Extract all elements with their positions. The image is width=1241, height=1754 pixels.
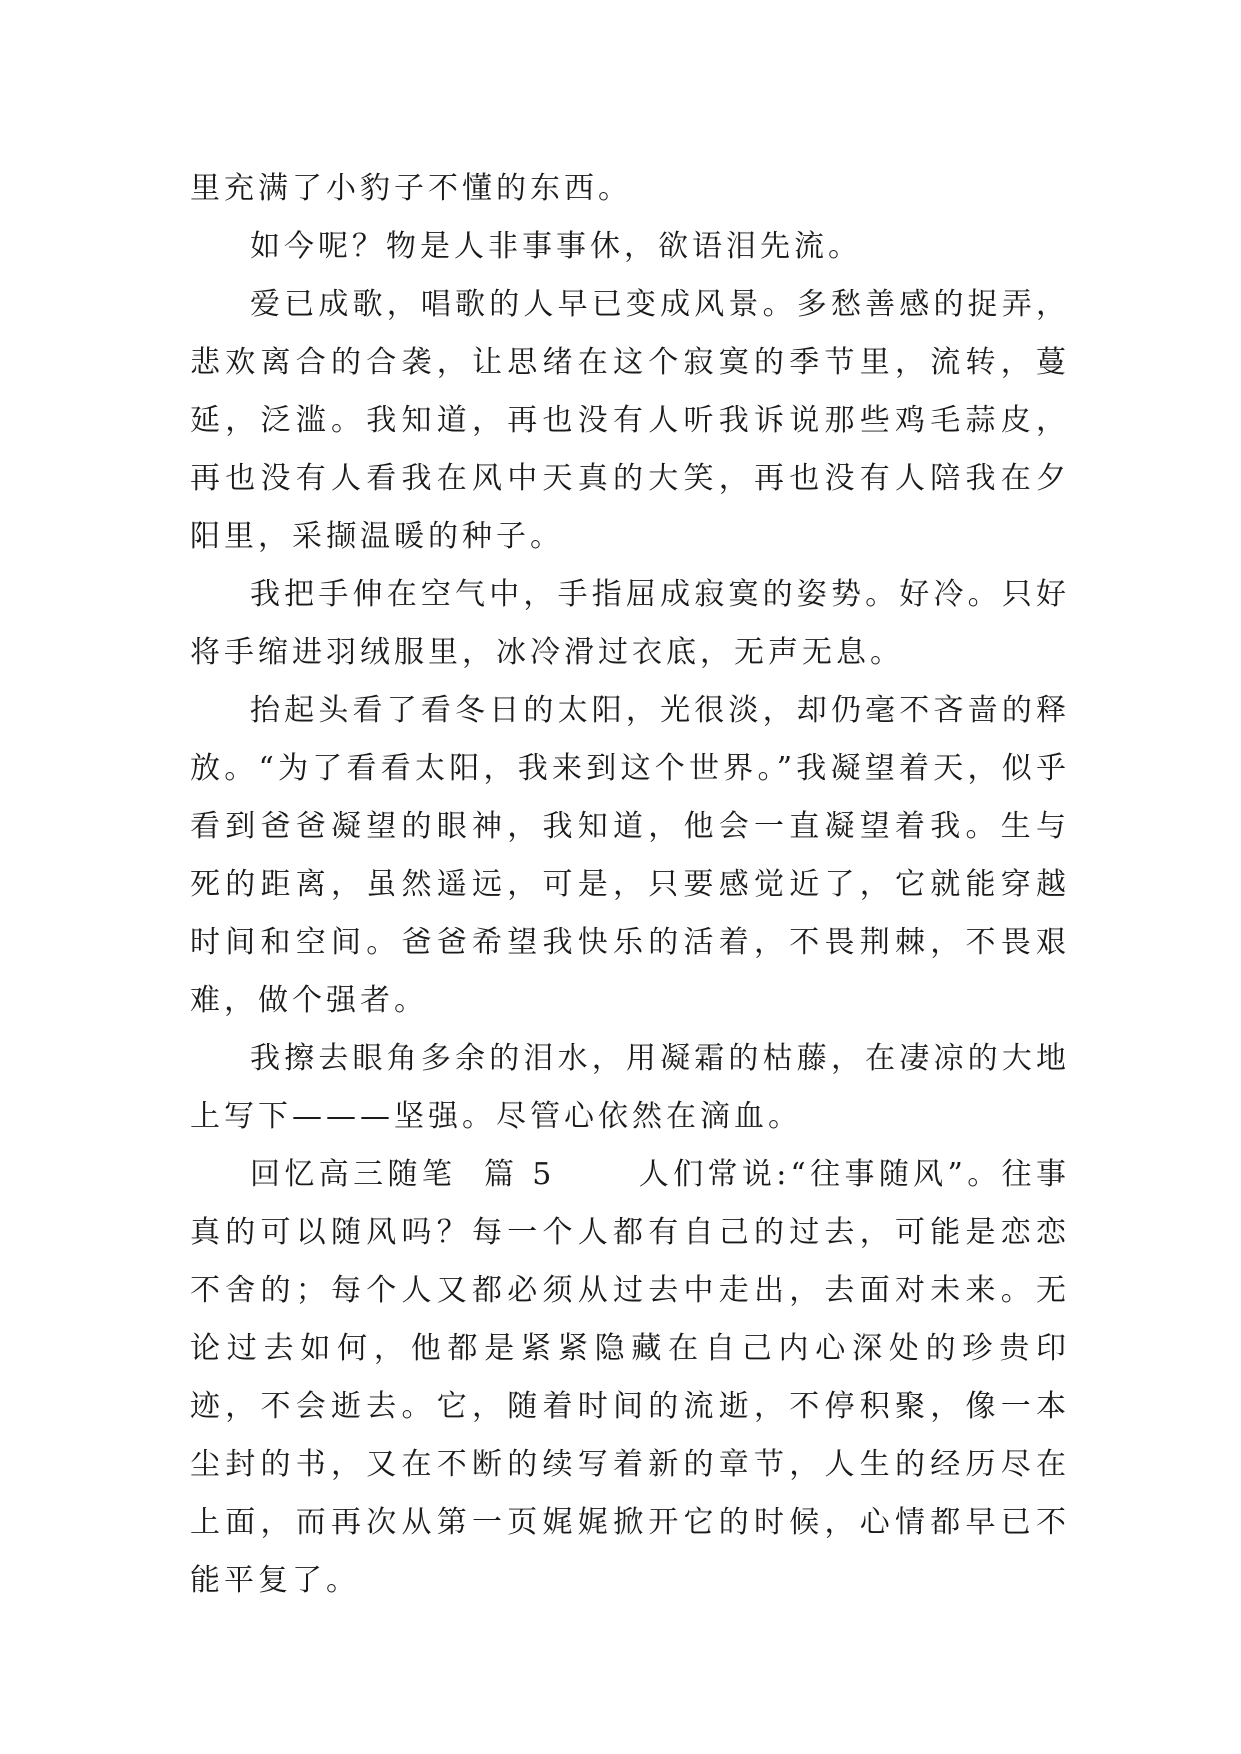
paragraph-3: 爱已成歌，唱歌的人早已变成风景。多愁善感的捉弄，悲欢离合的合袭，让思绪在这个寂寞的季节里，流转，蔓延，泛滥。我知道，再也没有人听我诉说那些鸡毛蒜皮，再也没有人看我在风中天真的大笑，再也没有人陪我在夕阳里，采撷温暖的种子。 [190, 287, 1070, 554]
paragraph-4: 我把手伸在空气中，手指屈成寂寞的姿势。好冷。只好将手缩进羽绒服里，冰冷滑过衣底，无声无息。 [190, 577, 1070, 670]
paragraph-5: 抬起头看了看冬日的太阳，光很淡，却仍毫不吝啬的释放。“为了看看太阳，我来到这个世界。”我凝望着天，似乎看到爸爸凝望的眼神，我知道，他会一直凝望着我。生与死的距离，虽然遥远，可是，只要感觉近了，它就能穿越时间和空间。爸爸希望我快乐的活着，不畏荆棘，不畏艰难，做个强者。 [190, 693, 1070, 1018]
paragraph-6: 我擦去眼角多余的泪水，用凝霜的枯藤，在凄凉的大地上写下———坚强。尽管心依然在滴血。 [190, 1041, 1070, 1134]
paragraph-1: 里充满了小豹子不懂的东西。 [190, 171, 632, 206]
paragraph-2: 如今呢？物是人非事事休，欲语泪先流。 [250, 229, 862, 264]
body-text [190, 160, 1070, 1610]
paragraph-7: 回忆高三随笔 篇 5 人们常说:“往事随风”。往事真的可以随风吗？每一个人都有自己的过去，可能是恋恋不舍的；每个人又都必须从过去中走出，去面对未来。无论过去如何，他都是紧紧隐藏在自己内心深处的珍贵印迹，不会逝去。它，随着时间的流逝，不停积聚，像一本尘封的书，又在不断的续写着新的章节，人生的经历尽在上面，而再次从第一页娓娓掀开它的时候，心情都早已不能平复了。 [190, 1157, 1070, 1598]
